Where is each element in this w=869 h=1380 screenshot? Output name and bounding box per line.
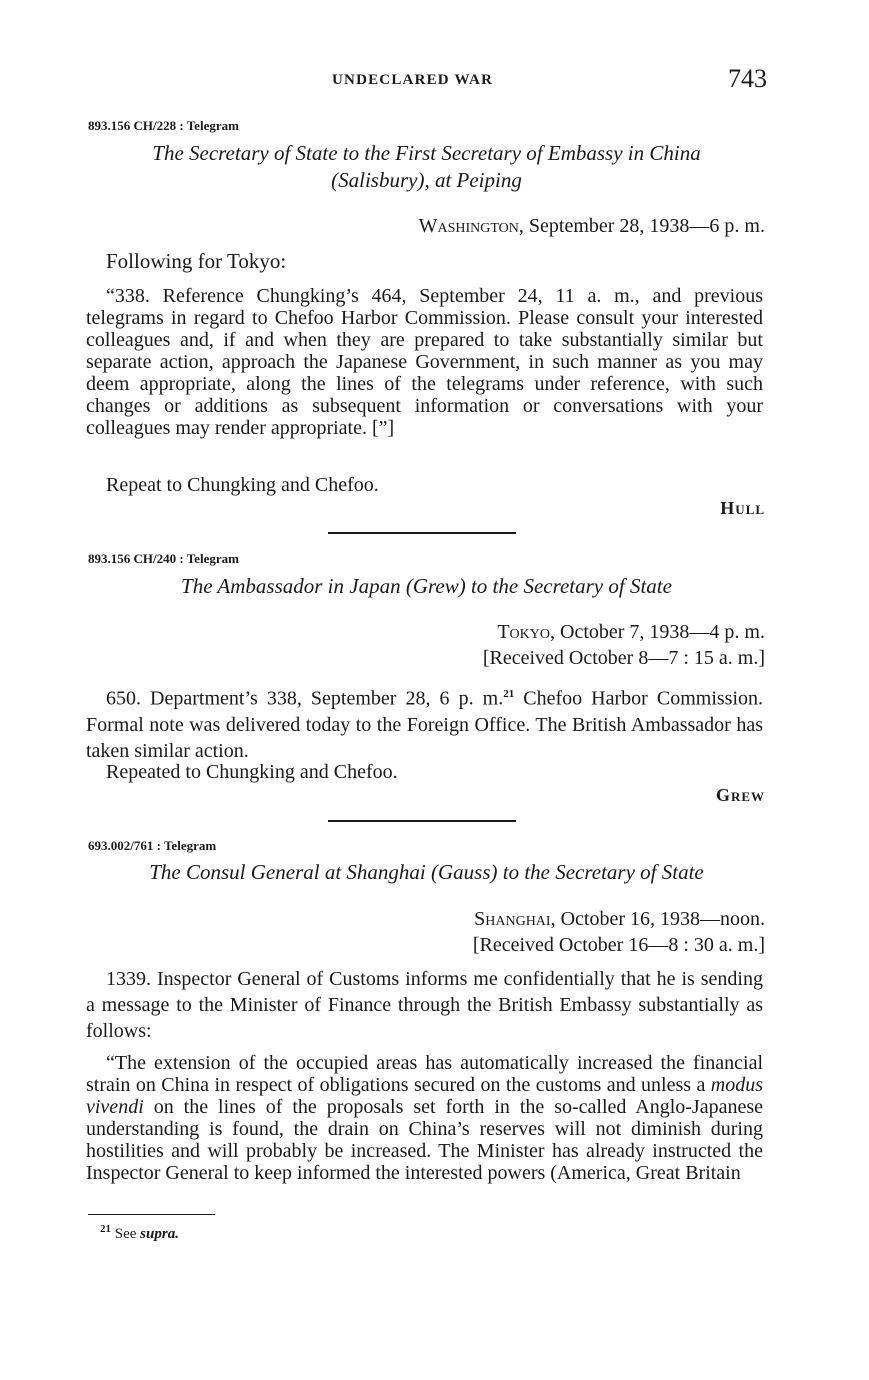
- body-2-main: 650. Department’s 338, September 28, 6 p. m.: [106, 687, 504, 710]
- section-divider-2: [328, 820, 516, 822]
- dateline-3-date: , October 16, 1938—noon.: [550, 908, 765, 930]
- telegram-body-3: 1339. Inspector General of Customs informs me confidentially that he is sending a message to the Minister of Finance through the British Embassy substantially as follows:: [86, 968, 763, 1042]
- section-divider-1: [328, 532, 516, 534]
- telegram-quote-3: [86, 1052, 763, 1184]
- footnote-ref-21: 21: [503, 688, 515, 700]
- page-number: 743: [728, 64, 767, 93]
- footnote-rule: [88, 1214, 215, 1215]
- document-heading-3: The Consul General at Shanghai (Gauss) to the Secretary of State: [149, 860, 704, 884]
- signature-2: Grew: [715, 785, 765, 805]
- footnote-text: See: [111, 1226, 141, 1242]
- quote-3-part-2: on the lines of the proposals set forth in the so-called Anglo-Japanese understanding is found, the drain on China’s reserves will not diminish during hostilities and will probably be increased. The Minister has already instructed the Inspector General to keep informed the interested powers (America, Great Britain: [86, 1096, 763, 1184]
- dateline-3-place: Shanghai: [474, 908, 551, 930]
- received-line-2: [Received October 8—7 : 15 a. m.]: [482, 647, 765, 669]
- footnote-number: 21: [100, 1223, 111, 1235]
- quote-3-italic: modus vivendi: [86, 1074, 763, 1118]
- document-heading-1: [88, 140, 765, 194]
- file-reference-1: 893.156 CH/228 : Telegram: [88, 118, 239, 133]
- intro-line-1: Following for Tokyo:: [106, 249, 287, 273]
- dateline-1: [419, 214, 765, 239]
- document-heading-2: The Ambassador in Japan (Grew) to the Secretary of State: [181, 574, 672, 598]
- received-line-3: [Received October 16—8 : 30 a. m.]: [472, 934, 765, 956]
- heading-1-line-1: The Secretary of State to the First Secretary of Embassy in China: [152, 141, 701, 165]
- signature-1: Hull: [720, 498, 765, 518]
- file-reference-2: 893.156 CH/240 : Telegram: [88, 551, 239, 566]
- heading-1-line-2: (Salisbury), at Peiping: [331, 168, 522, 192]
- repeat-line-1: Repeat to Chungking and Chefoo.: [106, 474, 379, 496]
- dateline-2-place: Tokyo: [497, 621, 551, 643]
- telegram-body-1: “338. Reference Chungking’s 464, September 24, 11 a. m., and previous telegrams in regard to Chefoo Harbor Commission. Please consult your interested colleagues and, if and when they are prepared to take substantially similar but separate action, approach the Japanese Government, in such manner as you may deem appropriate, along the lines of the telegrams under reference, with such changes or additions as subsequent information or conversations with your colleagues may render appropriate. [”]: [86, 285, 763, 439]
- body-2-rest: Chefoo Harbor Commission. Formal note was delivered today to the Foreign Office. The British Ambassador has taken similar action.: [86, 687, 764, 762]
- footnote-italic: supra.: [140, 1226, 179, 1242]
- dateline-2: [497, 620, 765, 645]
- dateline-1-place: Washington: [418, 215, 519, 237]
- footnote-21: [100, 1223, 179, 1243]
- dateline-1-date: , September 28, 1938—6 p. m.: [518, 215, 765, 237]
- repeat-line-2: Repeated to Chungking and Chefoo.: [106, 761, 398, 783]
- dateline-2-date: , October 7, 1938—4 p. m.: [550, 621, 765, 643]
- running-head: UNDECLARED WAR: [332, 72, 494, 88]
- quote-3-part-1: “The extension of the occupied areas has automatically increased the financial strain on China in respect of obligations secured on the customs and unless a: [86, 1052, 763, 1096]
- dateline-3: [474, 907, 765, 932]
- telegram-body-2: [86, 681, 763, 764]
- file-reference-3: 693.002/761 : Telegram: [88, 838, 217, 853]
